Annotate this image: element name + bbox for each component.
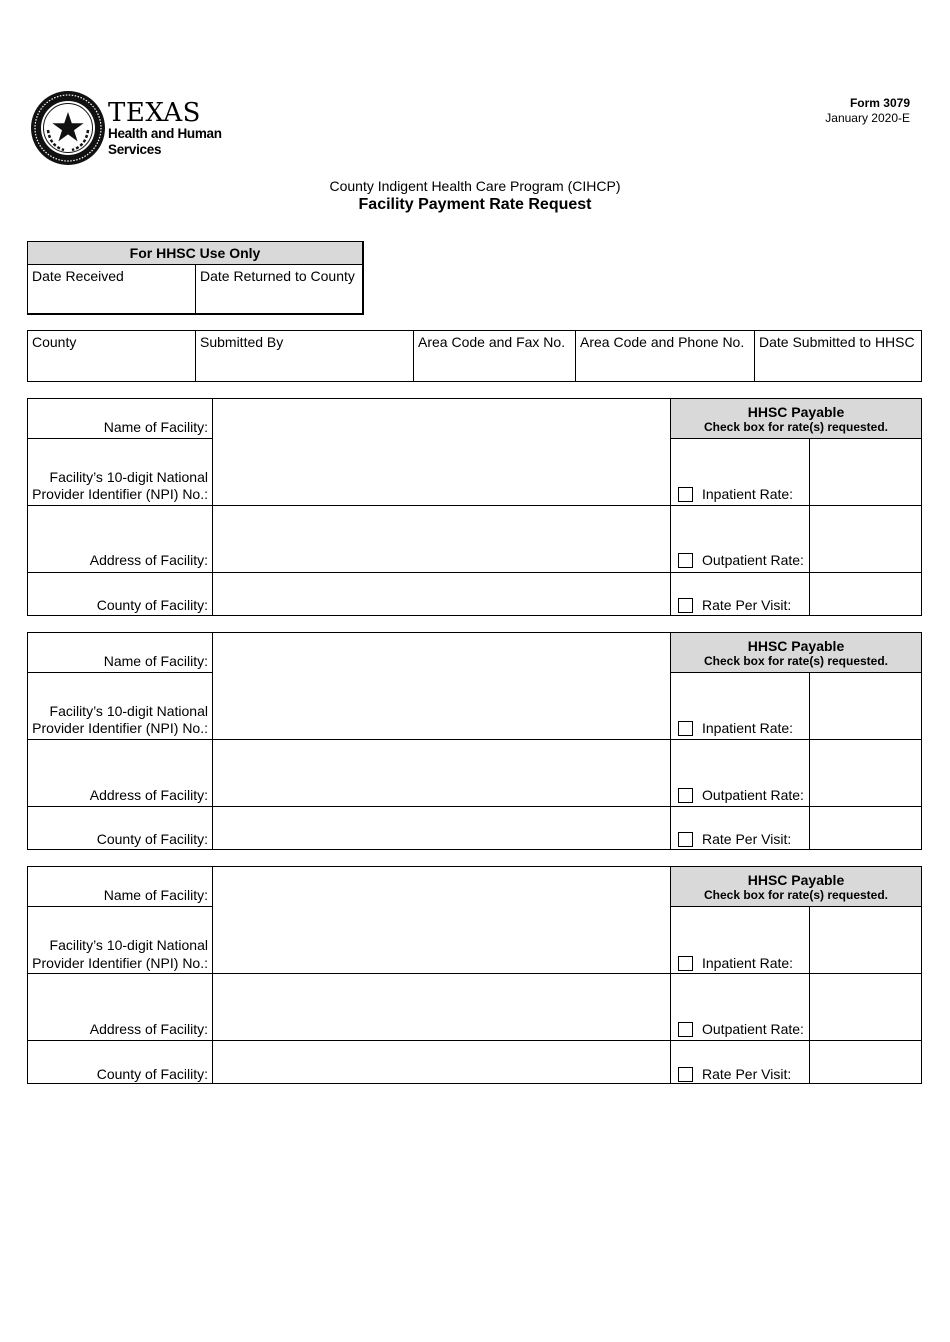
facility-address-label: Address of Facility: <box>89 1021 208 1037</box>
rate-per-visit-option <box>678 1066 791 1083</box>
facility-address-label: Address of Facility: <box>89 787 208 803</box>
date-returned-label: Date Returned to County <box>200 268 355 284</box>
hhsc-payable-instruction: Check box for rate(s) requested. <box>703 888 889 902</box>
facility-labels <box>28 633 213 849</box>
rate-per-visit-checkbox[interactable] <box>678 1067 693 1082</box>
npi-input[interactable] <box>213 906 670 973</box>
npi-label-line1: Facility’s 10-digit National <box>49 937 208 953</box>
outpatient-rate-checkbox[interactable] <box>678 788 693 803</box>
npi-label-line1: Facility’s 10-digit National <box>49 703 208 719</box>
rate-per-visit-label: Rate Per Visit: <box>702 831 792 847</box>
hhsc-payable-title: HHSC Payable <box>747 872 845 888</box>
inpatient-rate-label: Inpatient Rate: <box>702 486 794 502</box>
hhsc-payable-header <box>671 399 921 438</box>
date-submitted-field[interactable] <box>755 331 921 381</box>
facility-county-label: County of Facility: <box>96 597 208 613</box>
npi-label-line2: Provider Identifier (NPI) No.: <box>32 486 208 502</box>
inpatient-rate-option <box>678 955 793 972</box>
outpatient-rate-checkbox[interactable] <box>678 553 693 568</box>
rate-per-visit-checkbox[interactable] <box>678 832 693 847</box>
page-title <box>0 178 950 215</box>
facility-labels <box>28 867 213 1083</box>
facility-address-input[interactable] <box>213 973 670 1040</box>
logo-agency-line1: Health and Human <box>108 126 222 141</box>
npi-input[interactable] <box>213 438 670 505</box>
facility-values <box>213 633 671 849</box>
outpatient-rate-label: Outpatient Rate: <box>702 1021 804 1037</box>
facility-block-3 <box>27 866 922 1084</box>
hhsc-payable-instruction: Check box for rate(s) requested. <box>703 420 889 434</box>
facility-values <box>213 399 671 615</box>
outpatient-rate-option <box>678 1021 804 1038</box>
facility-county-label: County of Facility: <box>96 1066 208 1082</box>
date-submitted-label: Date Submitted to HHSC <box>759 334 915 350</box>
facility-name-input[interactable] <box>213 399 670 438</box>
facility-block-2 <box>27 632 922 850</box>
facility-name-label: Name of Facility: <box>103 887 208 903</box>
facility-address-label: Address of Facility: <box>89 552 208 568</box>
texas-seal-icon <box>30 90 106 166</box>
facility-address-input[interactable] <box>213 739 670 806</box>
hhsc-payable-column <box>671 399 921 615</box>
facility-name-label: Name of Facility: <box>103 653 208 669</box>
facility-name-input[interactable] <box>213 633 670 672</box>
fax-field[interactable] <box>414 331 576 381</box>
rate-per-visit-option <box>678 831 791 848</box>
rate-per-visit-label: Rate Per Visit: <box>702 1066 792 1082</box>
hhsc-payable-header <box>671 867 921 906</box>
facility-county-input[interactable] <box>213 1040 670 1083</box>
outpatient-rate-option <box>678 787 804 804</box>
submitted-by-label: Submitted By <box>200 334 284 350</box>
hhs-logo <box>30 90 230 170</box>
facility-labels <box>28 399 213 615</box>
rate-per-visit-label: Rate Per Visit: <box>702 597 792 613</box>
rate-per-visit-option <box>678 597 791 614</box>
outpatient-rate-label: Outpatient Rate: <box>702 552 804 568</box>
logo-agency-line2: Services <box>108 142 162 157</box>
inpatient-rate-checkbox[interactable] <box>678 721 693 736</box>
facility-name-label: Name of Facility: <box>103 419 208 435</box>
logo-state-name: TEXAS <box>108 98 201 128</box>
hhsc-use-only-box <box>27 241 364 315</box>
hhsc-payable-column <box>671 633 921 849</box>
npi-input[interactable] <box>213 672 670 739</box>
county-field[interactable] <box>28 331 196 381</box>
hhsc-payable-column <box>671 867 921 1083</box>
inpatient-rate-option <box>678 486 793 503</box>
inpatient-rate-option <box>678 720 793 737</box>
facility-values <box>213 867 671 1083</box>
facility-name-input[interactable] <box>213 867 670 906</box>
npi-label-line2: Provider Identifier (NPI) No.: <box>32 955 208 971</box>
date-returned-field[interactable] <box>196 265 362 314</box>
inpatient-rate-checkbox[interactable] <box>678 487 693 502</box>
hhsc-payable-title: HHSC Payable <box>747 404 845 420</box>
county-info-row <box>27 330 922 382</box>
inpatient-rate-checkbox[interactable] <box>678 956 693 971</box>
outpatient-rate-checkbox[interactable] <box>678 1022 693 1037</box>
outpatient-rate-option <box>678 552 804 569</box>
hhsc-payable-instruction: Check box for rate(s) requested. <box>703 654 889 668</box>
npi-label-line1: Facility’s 10-digit National <box>49 469 208 485</box>
form-title: Facility Payment Rate Request <box>358 196 592 213</box>
npi-label-line2: Provider Identifier (NPI) No.: <box>32 720 208 736</box>
form-identifier <box>825 96 910 126</box>
facility-county-label: County of Facility: <box>96 831 208 847</box>
submitted-by-field[interactable] <box>196 331 414 381</box>
outpatient-rate-label: Outpatient Rate: <box>702 787 804 803</box>
form-revision-date: January 2020-E <box>825 111 910 125</box>
program-name: County Indigent Health Care Program (CIHCP) <box>329 178 621 194</box>
county-label: County <box>32 334 77 350</box>
hhsc-payable-header <box>671 633 921 672</box>
phone-field[interactable] <box>576 331 755 381</box>
form-number: Form 3079 <box>849 96 910 110</box>
hhsc-payable-title: HHSC Payable <box>747 638 845 654</box>
inpatient-rate-label: Inpatient Rate: <box>702 720 794 736</box>
facility-county-input[interactable] <box>213 806 670 849</box>
facility-block-1 <box>27 398 922 616</box>
facility-address-input[interactable] <box>213 505 670 572</box>
inpatient-rate-label: Inpatient Rate: <box>702 955 794 971</box>
facility-county-input[interactable] <box>213 572 670 615</box>
rate-per-visit-checkbox[interactable] <box>678 598 693 613</box>
fax-label: Area Code and Fax No. <box>418 334 566 350</box>
date-received-field[interactable] <box>28 265 196 314</box>
date-received-label: Date Received <box>32 268 124 284</box>
phone-label: Area Code and Phone No. <box>580 334 745 350</box>
hhsc-use-only-heading: For HHSC Use Only <box>28 242 362 265</box>
